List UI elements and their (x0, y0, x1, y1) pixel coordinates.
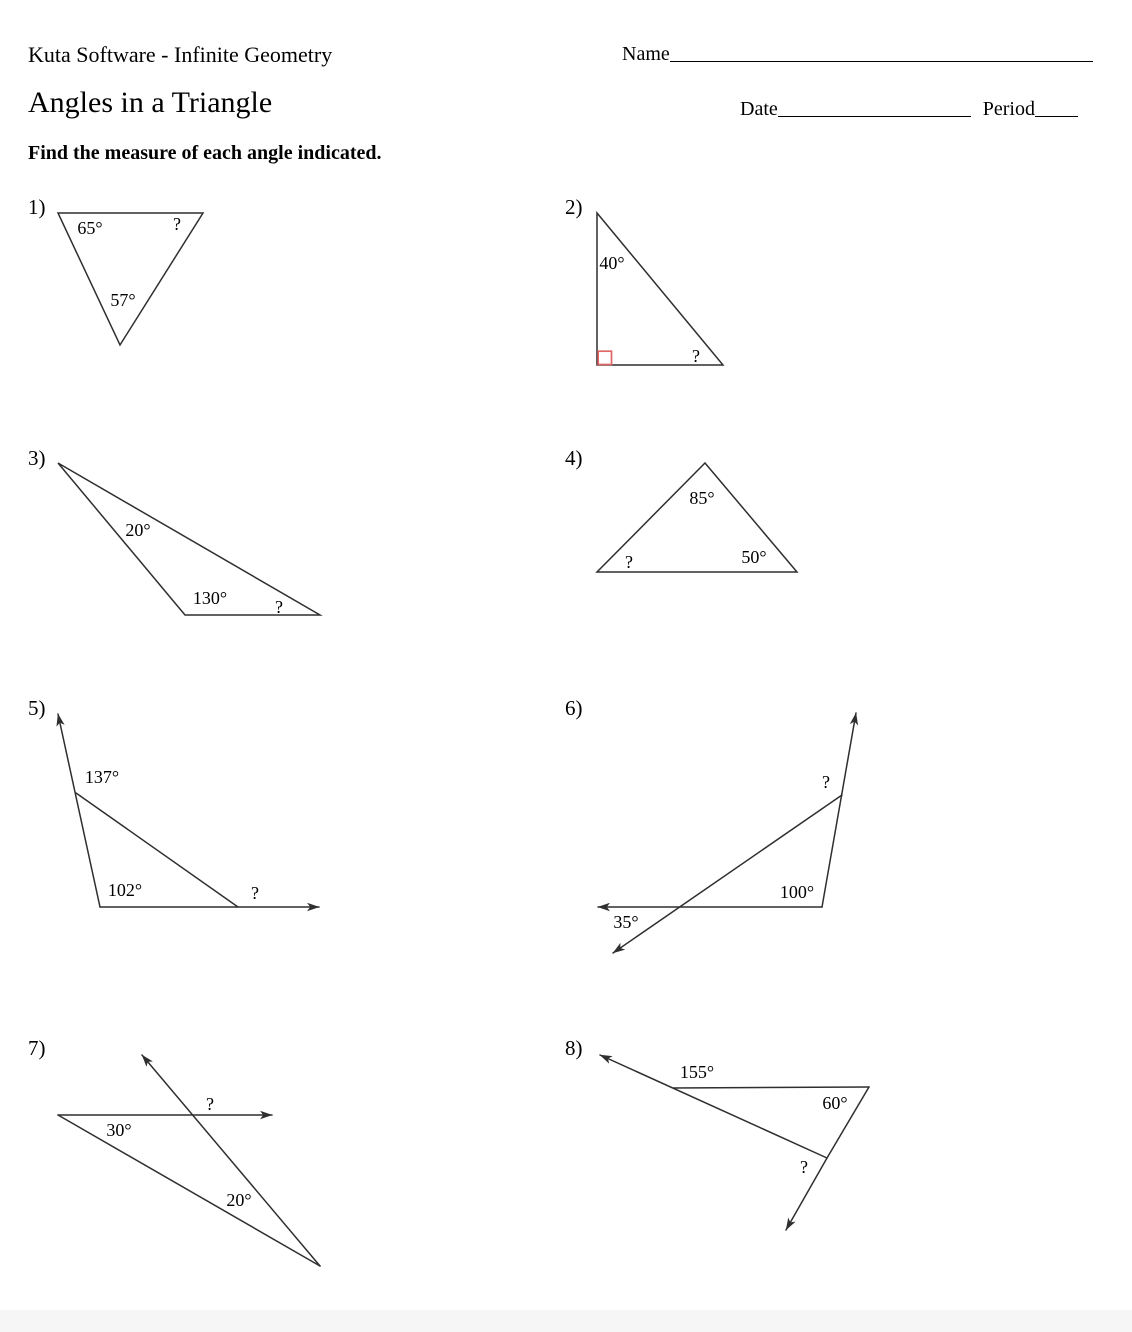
problem-4-number: 4) (565, 446, 583, 470)
page-bottom-band (0, 1310, 1132, 1332)
problem-5-number: 5) (28, 696, 46, 720)
problem-3-number: 3) (28, 446, 46, 470)
name-blank-line (670, 60, 1093, 62)
problem-3-figure (40, 445, 340, 630)
instructions-text: Find the measure of each angle indicated. (28, 142, 382, 164)
top-side (673, 1087, 869, 1088)
unknown-angle-label: ? (206, 1094, 214, 1114)
angle-label: 137° (84, 767, 120, 787)
period-label: Period (982, 98, 1035, 120)
long-diagonal-ray-with-arrow (613, 795, 842, 953)
angle-label: 100° (779, 882, 815, 902)
problem-8-number: 8) (565, 1036, 583, 1060)
problem-4-figure (580, 445, 820, 590)
hypotenuse-side (76, 793, 238, 907)
name-label: Name (622, 43, 670, 65)
unknown-angle-label: ? (822, 772, 830, 792)
problem-6-number: 6) (565, 696, 583, 720)
angle-label: 20° (125, 520, 151, 540)
angle-label: 50° (741, 547, 767, 567)
triangle-outline (58, 463, 320, 615)
angle-label: 40° (599, 253, 625, 273)
problem-5-figure (40, 700, 340, 925)
angle-label: 102° (107, 880, 143, 900)
unknown-angle-label: ? (251, 883, 259, 903)
triangle-outline (597, 213, 723, 365)
name-field-row (622, 43, 1093, 65)
angle-label: 60° (822, 1093, 848, 1113)
angle-label: 155° (679, 1062, 715, 1082)
date-blank-line (778, 115, 971, 117)
problem-7-number: 7) (28, 1036, 46, 1060)
problem-7-figure (40, 1040, 340, 1290)
unknown-angle-label: ? (275, 597, 283, 617)
date-period-row (740, 98, 1078, 120)
transversal-ray-with-arrow (142, 1055, 320, 1266)
worksheet-title: Angles in a Triangle (28, 86, 273, 119)
date-label: Date (740, 98, 778, 120)
unknown-angle-label: ? (173, 214, 181, 234)
angle-label: 85° (689, 488, 715, 508)
problem-1-figure (40, 195, 220, 360)
right-side-ray-with-arrow (822, 713, 856, 907)
problem-2-figure (580, 195, 740, 380)
angle-label: 130° (192, 588, 228, 608)
problem-2-number: 2) (565, 195, 583, 219)
unknown-angle-label: ? (800, 1157, 808, 1177)
unknown-angle-label: ? (692, 346, 700, 366)
angle-label: 30° (106, 1120, 132, 1140)
brand-title: Kuta Software - Infinite Geometry (28, 42, 333, 67)
angle-label: 65° (77, 218, 103, 238)
period-blank-line (1035, 115, 1078, 117)
angle-label: 20° (226, 1190, 252, 1210)
problem-8-figure (580, 1040, 890, 1245)
angle-label: 35° (613, 912, 639, 932)
lower-side (58, 1115, 320, 1266)
angle-label: 57° (110, 290, 136, 310)
right-angle-marker (598, 351, 611, 364)
problem-1-number: 1) (28, 195, 46, 219)
problem-6-figure (580, 700, 880, 970)
left-side-ray-with-arrow (58, 714, 100, 907)
unknown-angle-label: ? (625, 552, 633, 572)
